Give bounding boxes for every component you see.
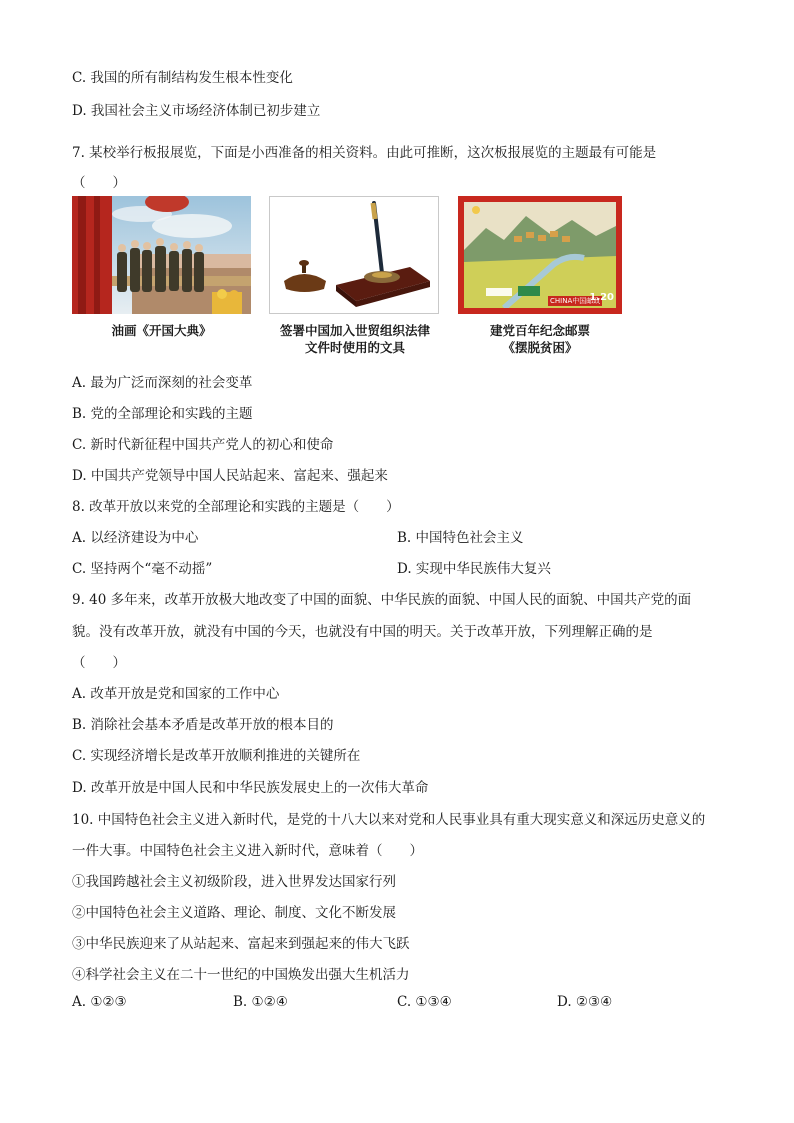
stamp-country-label: CHINA中国邮政	[550, 297, 601, 305]
founding-ceremony-painting	[72, 196, 251, 314]
painting-illustration	[72, 196, 251, 314]
option-7c: C. 新时代新征程中国共产党人的初心和使命	[72, 437, 334, 453]
option-9d: D. 改革开放是中国人民和中华民族发展史上的一次伟大革命	[72, 780, 429, 796]
pen-caption: 签署中国加入世贸组织法律 文件时使用的文具	[279, 323, 430, 355]
painting-caption: 油画《开国大典》	[111, 323, 212, 338]
option-7b: B. 党的全部理论和实践的主题	[72, 406, 253, 422]
question-9-answer-blank: （ ）	[72, 655, 126, 671]
stamp-value: 1.20	[589, 292, 614, 303]
option-7d: D. 中国共产党领导中国人民站起来、富起来、强起来	[72, 468, 388, 484]
option-8c: C. 坚持两个“毫不动摇”	[72, 561, 213, 577]
statement-2: ②中国特色社会主义道路、理论、制度、文化不断发展	[72, 905, 396, 921]
option-9b: B. 消除社会基本矛盾是改革开放的根本目的	[72, 717, 334, 733]
option-7a: A. 最为广泛而深刻的社会变革	[72, 375, 253, 391]
option-9c: C. 实现经济增长是改革开放顺利推进的关键所在	[72, 748, 361, 764]
option-6c: C. 我国的所有制结构发生根本性变化	[72, 70, 293, 86]
option-8b: B. 中国特色社会主义	[397, 530, 524, 546]
wto-signing-pen-photo	[269, 196, 439, 314]
question-10-stem-line2: 一件大事。中国特色社会主义进入新时代，意味着（ ）	[72, 843, 423, 859]
question-7-stem: 7. 某校举行板报展览，下面是小西准备的相关资料。由此可推断，这次板报展览的主题最有可能是	[72, 145, 657, 161]
statement-1: ①我国跨越社会主义初级阶段，进入世界发达国家行列	[72, 874, 396, 890]
option-8a: A. 以经济建设为中心	[72, 530, 199, 546]
option-6d: D. 我国社会主义市场经济体制已初步建立	[72, 103, 321, 119]
option-9a: A. 改革开放是党和国家的工作中心	[72, 686, 280, 702]
option-10c: C. ①③④	[397, 994, 452, 1010]
option-10b: B. ①②④	[233, 994, 288, 1010]
option-10a: A. ①②③	[72, 994, 127, 1010]
pen-illustration	[270, 197, 438, 313]
statement-3: ③中华民族迎来了从站起来、富起来到强起来的伟大飞跃	[72, 936, 410, 952]
centenary-stamp	[458, 196, 622, 314]
option-8d: D. 实现中华民族伟大复兴	[397, 561, 551, 577]
question-9-stem-line2: 貌。没有改革开放，就没有中国的今天，也就没有中国的明天。关于改革开放，下列理解正确的是	[72, 624, 653, 640]
question-10-stem-line1: 10. 中国特色社会主义进入新时代，是党的十八大以来对党和人民事业具有重大现实意义和深远历史意义的	[72, 812, 706, 828]
option-10d: D. ②③④	[557, 994, 613, 1010]
stamp-face	[464, 202, 616, 308]
question-7-answer-blank: （ ）	[72, 175, 126, 191]
question-9-stem-line1: 9. 40 多年来，改革开放极大地改变了中国的面貌、中华民族的面貌、中国人民的面貌、中国共产党的面	[72, 592, 692, 608]
statement-4: ④科学社会主义在二十一世纪的中国焕发出强大生机活力	[72, 967, 410, 983]
question-8-stem: 8. 改革开放以来党的全部理论和实践的主题是（ ）	[72, 499, 400, 515]
stamp-caption: 建党百年纪念邮票 《摆脱贫困》	[489, 323, 590, 355]
